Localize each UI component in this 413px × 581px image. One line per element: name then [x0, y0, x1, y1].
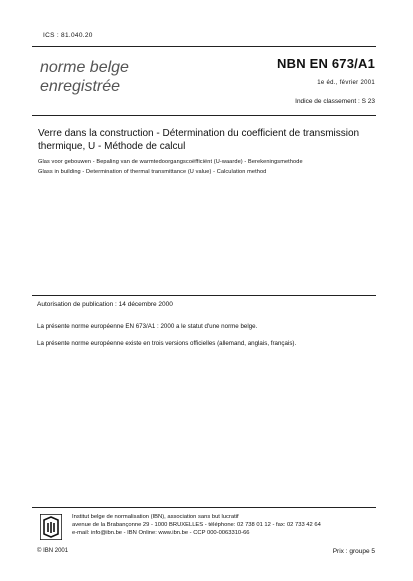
- ics-code: ICS : 81.040.20: [43, 32, 93, 39]
- institute-line1: Institut belge de normalisation (IBN), association sans but lucratif: [72, 514, 239, 520]
- divider-title: [32, 115, 376, 116]
- norme-line2: enregistrée: [40, 78, 121, 95]
- standard-id: NBN EN 673/A1: [277, 56, 375, 71]
- title-french: Verre dans la construction - Détermination du coefficient de transmission thermique, U - Méthode de calcul: [38, 128, 360, 152]
- norme-line1: norme belge: [40, 59, 129, 76]
- copyright: © IBN 2001: [37, 548, 69, 554]
- ibn-logo-icon: [40, 514, 62, 540]
- classification-index: Indice de classement : S 23: [295, 98, 375, 105]
- price-group: Prix : groupe 5: [332, 548, 375, 555]
- divider-publication: [32, 295, 376, 296]
- divider-footer: [32, 507, 376, 508]
- divider-top: [32, 46, 376, 47]
- versions-statement: La présente norme européenne existe en trois versions officielles (allemand, anglais, français).: [37, 340, 297, 347]
- institute-line3: e-mail: info@ibn.be - IBN Online: www.ibn.be - CCP 000-0063310-66: [72, 530, 250, 537]
- publication-authorisation: Autorisation de publication : 14 décembre 2000: [37, 301, 173, 308]
- status-statement: La présente norme européenne EN 673/A1 : 2000 a le statut d'une norme belge.: [37, 323, 258, 330]
- institute-address: [72, 513, 321, 538]
- edition-date: 1e éd., février 2001: [317, 80, 375, 86]
- institute-line2: avenue de la Brabançonne 29 - 1000 BRUXELLES - téléphone: 02 738 01 12 - fax: 02 733 42 64: [72, 522, 321, 529]
- title-dutch: Glas voor gebouwen - Bepaling van de warmtedoorgangscoëfficiënt (U-waarde) - Berekeningsmethode: [38, 159, 303, 165]
- norme-belge-label: [40, 58, 129, 96]
- title-english: Glass in building - Determination of thermal transmittance (U value) - Calculation method: [38, 169, 267, 175]
